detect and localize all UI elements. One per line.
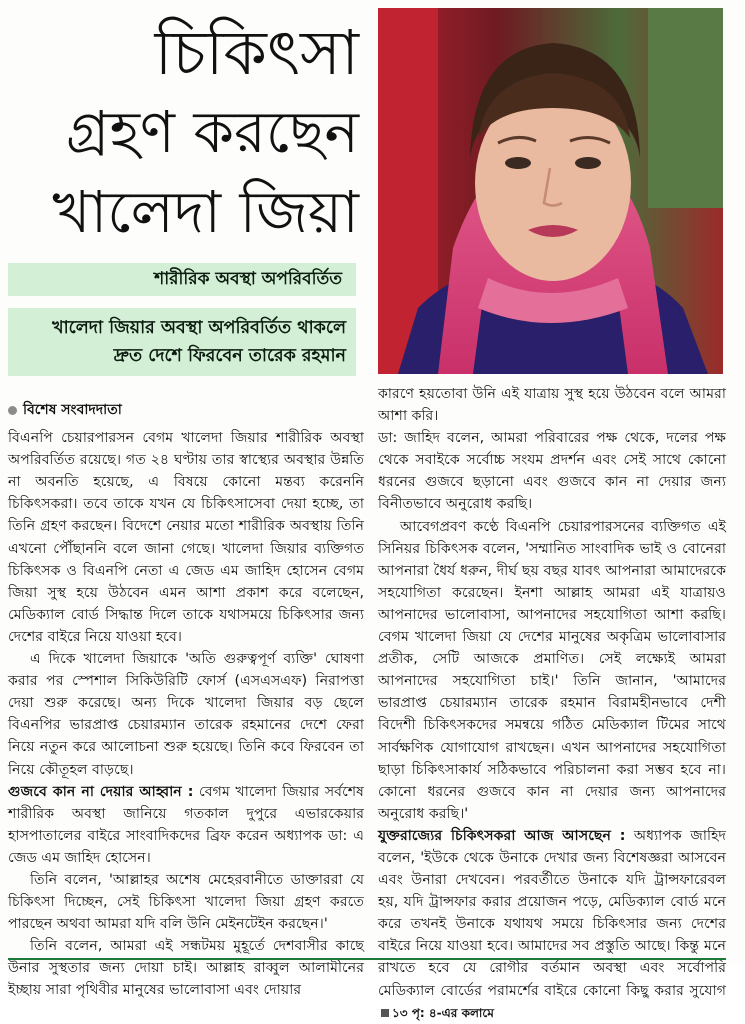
paragraph xyxy=(8,781,364,869)
continued-on-label: ১৩ পৃ: ৪-এর কলামে xyxy=(392,1005,494,1020)
portrait-illustration xyxy=(378,8,723,374)
byline-text: বিশেষ সংবাদদাতা xyxy=(23,402,122,418)
paragraph-text: অধ্যাপক জাহিদ বলেন, 'ইউকে থেকে উনাকে দেখার জন্য বিশেষজ্ঞরা আসবেন এবং উনারা দেখবেন। পরবর্তীতে উনাকে যদি ট্রান্সফারেবল হয়, যদি ট্রান্সফার করার প্রয়োজন পড়ে, মেডিক্যাল বোর্ড মনে করে তখনই উনাকে যথাযথ সময়ে চিকিৎসার জন্য দেশের বাইরে নিয়ে যাওয়া হবে। আমাদের সব প্রস্তুতি আছে। কিন্তু মনে রাখতে হবে যে রোগীর বর্তমান অবস্থা এবং সর্বোপরি মেডিক্যাল বোর্ডের পরামর্শের বাইরে কোনো কিছু করার সুযোগ xyxy=(378,827,726,999)
headline-line-1: চিকিৎসা xyxy=(154,16,359,89)
sub-headline-banner xyxy=(8,263,356,296)
headline-line-2: গ্রহণ করছেন xyxy=(66,98,359,166)
deck-line-1: খালেদা জিয়ার অবস্থা অপরিবর্তিত থাকলে xyxy=(52,318,346,338)
byline xyxy=(8,399,364,421)
paragraph: ডা: জাহিদ বলেন, আমরা পরিবারের পক্ষ থেকে, দলের পক্ষ থেকে সবাইকে সর্বোচ্চ সংযম প্রদর্শন এবং সেই সাথে কোনো ধরনের গুজবে ছড়ানো এবং গুজবে কান না দেয়ার জন্য বিনীতভাবে অনুরোধ করছি। xyxy=(378,430,726,513)
deck-banner xyxy=(8,308,356,376)
paragraph: তিনি বলেন, 'আল্লাহর অশেষ মেহেরবানীতে ডাক্তাররা যে চিকিৎসা দিচ্ছেন, সেই চিকিৎসা খালেদা জিয়া গ্রহণ করতে পারছেন অথবা আমরা যদি বলি উনি মেইনটেইন করছেন।' xyxy=(8,871,364,933)
bullet-icon xyxy=(8,406,17,415)
paragraph: আবেগপ্রবণ কণ্ঠে বিএনপি চেয়ারপারসনের ব্যক্তিগত এই সিনিয়র চিকিৎসক বলেন, 'সম্মানিত সাংবাদিক ভাই ও বোনেরা আপনারা ধৈর্য ধরুন, দীর্ঘ ছয় বছর যাবৎ আপনারা আমাদেরকে সহযোগিতা করেছেন। ইনশা আল্লাহ আমরা এই যাত্রায়ও আপনাদের ভালোবাসা, আপনাদের সহযোগিতা আশা করছি। বেগম খালেদা জিয়া যে দেশের মানুষের অকৃত্রিম ভালোবাসার প্রতীক, সেটি আজকে প্রমাণিত। সেই লক্ষ্যেই আমরা আপনাদের সহযোগিতা চাই।' তিনি জানান, 'আমাদের ভারপ্রাপ্ত চেয়ারম্যান তারেক রহমান বিরামহীনভাবে দেশী বিদেশী চিকিৎসকদের সমন্বয়ে গঠিত মেডিক্যাল টিমের সাথে সার্বক্ষণিক যোগাযোগ রাখছেন। এখন আপনাদের সহযোগিতা ছাড়া চিকিৎসাকার্য সঠিকভাবে পরিচালনা করা সম্ভব হবে না। কোনো ধরনের গুজবে কান না দেয়ার জন্য আপনাদের অনুরোধ করছি।' xyxy=(378,518,726,822)
paragraph xyxy=(378,825,726,1024)
headline xyxy=(8,8,363,263)
paragraph-text: বেগম খালেদা জিয়ার সর্বশেষ শারীরিক অবস্থা জানিয়ে গতকাল দুপুরে এভারকেয়ার হাসপাতালের বাইরে সাংবাদিকদের ব্রিফ করেন অধ্যাপক ডা: এ জেড এম জাহিদ হোসেন। xyxy=(8,783,365,866)
paragraph: কারণে হয়তোবা উনি এই যাত্রায় সুস্থ হয়ে উঠবেন বলে আমরা আশা করি। xyxy=(378,386,726,425)
square-bullet-icon xyxy=(381,1009,389,1017)
subhead: গুজবে কান না দেয়ার আহ্বান : xyxy=(8,783,194,800)
portrait-photo xyxy=(378,8,723,374)
paragraph: বিএনপি চেয়ারপারসন বেগম খালেদা জিয়ার শারীরিক অবস্থা অপরিবর্তিত রয়েছে। গত ২৪ ঘণ্টায় তার স্বাস্থ্যের অবস্থার উন্নতি না অবনতি হয়েছে, এ বিষয়ে কোনো মন্তব্য করেননি চিকিৎসকরা। তবে তাকে যখন যে চিকিৎসাসেবা দেয়া হচ্ছে, তা তিনি গ্রহণ করছেন। বিদেশে নেয়ার মতো শারীরিক অবস্থায় তিনি এখনো পৌঁছাননি বলে জানা গেছে। খালেদা জিয়ার ব্যক্তিগত চিকিৎসক ও বিএনপি নেতা এ জেড এম জাহিদ হোসেন বেগম জিয়া সুস্থ হয়ে উঠবেন এমন আশা প্রকাশ করে বলেছেন, মেডিক্যাল বোর্ড সিদ্ধান্ত দিলে তাকে যথাসময়ে চিকিৎসার জন্য দেশের বাইরে নিয়ে যাওয়া হবে। xyxy=(8,430,364,645)
subhead: যুক্তরাজ্যের চিকিৎসকরা আজ আসছেন : xyxy=(378,827,626,844)
article-column-left xyxy=(8,383,364,1002)
sub-headline-text: শারীরিক অবস্থা অপরিবর্তিত xyxy=(154,269,342,289)
bottom-rule xyxy=(8,958,726,960)
paragraph: এ দিকে খালেদা জিয়াকে 'অতি গুরুত্বপূর্ণ ব্যক্তি' ঘোষণা করার পর স্পেশাল সিকিউরিটি ফোর্স (এসএসএফ) নিরাপত্তা দেয়া শুরু করেছে। অন্য দিকে খালেদা জিয়ার বড় ছেলে বিএনপির ভারপ্রাপ্ত চেয়ারম্যান তারেক রহমানের দেশে ফেরা নিয়ে নতুন করে আলোচনা শুরু হয়েছে। তিনি কবে ফিরবেন তা নিয়ে কৌতূহল বাড়ছে। xyxy=(8,651,364,778)
paragraph: তিনি বলেন, আমরা এই সন্ধটময় মুহূর্তে দেশবাসীর কাছে উনার সুস্থতার জন্য দোয়া চাই। আল্লাহ রাব্বুল আলামীনের ইচ্ছায় সারা পৃথিবীর মানুষের ভালোবাসা এবং দোয়ার xyxy=(8,938,364,999)
headline-line-3: খালেদা জিয়া xyxy=(52,178,359,246)
deck-line-2: দ্রুত দেশে ফিরবেন তারেক রহমান xyxy=(113,346,346,366)
article-column-right xyxy=(378,383,726,1024)
